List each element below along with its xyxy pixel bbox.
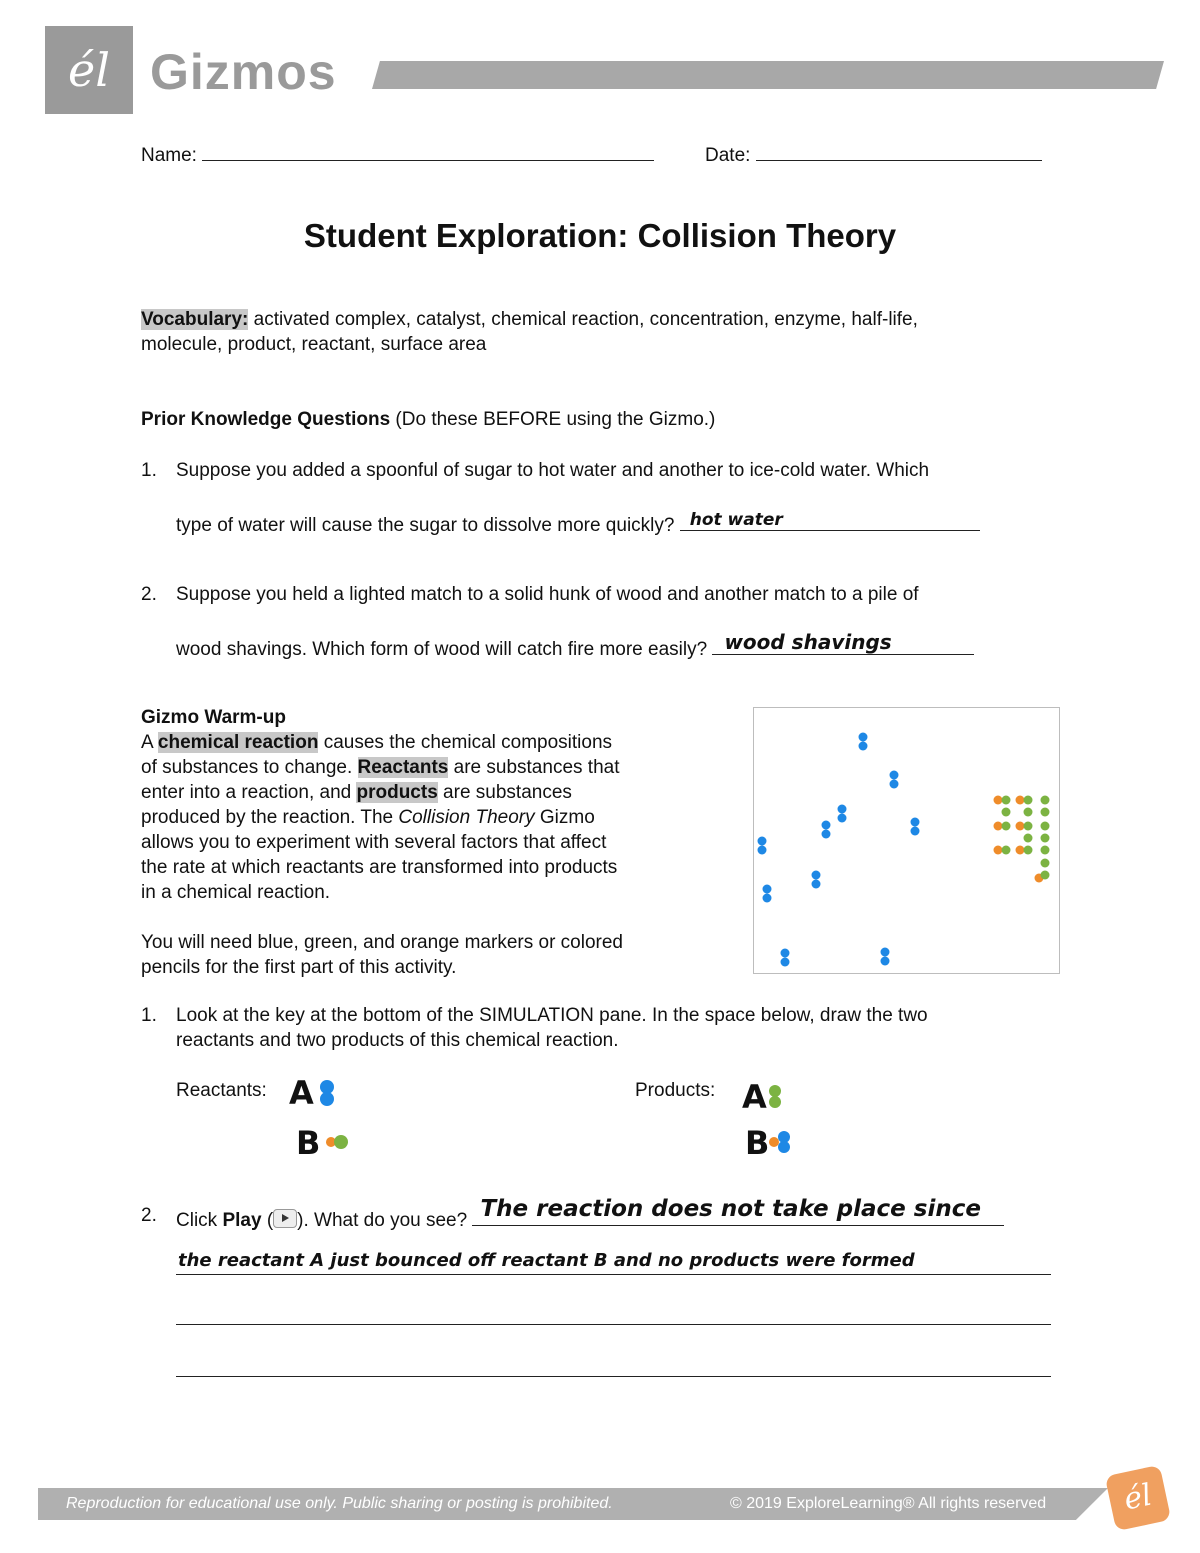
- gizmo-name: Collision Theory: [398, 807, 535, 828]
- prior-q1-answer-field[interactable]: [680, 508, 980, 531]
- warmup-text: Gizmo: [534, 807, 595, 828]
- reactant-b-letter: B: [296, 1124, 321, 1162]
- explorelearning-logo-icon: él: [68, 43, 110, 97]
- product-b-drawing: [767, 1128, 795, 1156]
- q2-answer-1: The reaction does not take place since: [480, 1196, 981, 1222]
- warmup-text: are substances: [437, 782, 572, 803]
- prior-knowledge-heading: [141, 407, 715, 432]
- q1-num: 1.: [141, 1005, 157, 1026]
- date-row: [705, 143, 1042, 168]
- q2-answer-2: the reactant A just bounced off reactant B and no products were formed: [178, 1250, 915, 1271]
- date-label: Date:: [705, 145, 751, 166]
- q2-text: Click: [176, 1210, 223, 1231]
- vocabulary-text: activated complex, catalyst, chemical reaction, concentration, enzyme, half-life,: [248, 309, 918, 330]
- reactant-a-drawing: [316, 1078, 338, 1108]
- q2-num: 2.: [141, 1205, 157, 1226]
- q2-row: [176, 1196, 1004, 1233]
- footer-notice: Reproduction for educational use only. Public sharing or posting is prohibited.: [66, 1495, 613, 1512]
- prior-q1-answer: hot water: [689, 510, 783, 530]
- prior-heading-note: (Do these BEFORE using the Gizmo.): [390, 409, 716, 430]
- warmup-text: pencils for the first part of this activity.: [141, 957, 457, 978]
- q2-answer-line-2[interactable]: [176, 1252, 1051, 1275]
- prior-q2-num: 2.: [141, 584, 157, 605]
- product-a-letter: A: [742, 1078, 767, 1116]
- prior-q1-line1: Suppose you added a spoonful of sugar to hot water and another to ice-cold water. Which: [176, 460, 930, 481]
- prior-q2-line2-row: [176, 632, 974, 662]
- products-label: Products:: [635, 1080, 716, 1101]
- prior-heading-text: Prior Knowledge Questions: [141, 409, 391, 430]
- warmup-text: You will need blue, green, and orange markers or colored: [141, 932, 623, 953]
- warmup-text: the rate at which reactants are transformed into products: [141, 857, 618, 878]
- name-field[interactable]: [202, 144, 654, 161]
- prior-q1-line2: type of water will cause the sugar to dissolve more quickly?: [176, 515, 675, 536]
- prior-q2-line2: wood shavings. Which form of wood will catch fire more easily?: [176, 639, 708, 660]
- warmup-section: [141, 705, 731, 980]
- q2-answer-line-1[interactable]: [472, 1196, 1004, 1226]
- q2-answer-line-4[interactable]: [176, 1354, 1051, 1377]
- vocabulary-label: Vocabulary:: [141, 309, 249, 330]
- vocabulary: [141, 307, 1061, 357]
- play-label: Play: [222, 1210, 262, 1231]
- warmup-text: produced by the reaction. The: [141, 807, 399, 828]
- header-bar: [372, 61, 1164, 89]
- term-reactants: Reactants: [357, 757, 449, 778]
- prior-q1-num: 1.: [141, 460, 157, 481]
- prior-q2-answer: wood shavings: [724, 630, 892, 654]
- prior-q2-line1: Suppose you held a lighted match to a solid hunk of wood and another match to a pile of: [176, 584, 919, 605]
- warmup-text: of substances to change.: [141, 757, 358, 778]
- warmup-text: in a chemical reaction.: [141, 882, 331, 903]
- product-b-letter: B: [745, 1124, 770, 1162]
- play-icon: [273, 1209, 297, 1228]
- warmup-text: allows you to experiment with several factors that affect: [141, 832, 607, 853]
- product-a-drawing: [765, 1082, 785, 1112]
- warmup-heading: Gizmo Warm-up: [141, 707, 286, 728]
- warmup-text: A: [141, 732, 158, 753]
- reactant-a-molecules: [758, 733, 920, 967]
- explorelearning-footer-logo-icon: él: [1105, 1465, 1171, 1531]
- name-row: [141, 143, 654, 168]
- prior-q2-answer-field[interactable]: [712, 632, 974, 655]
- q2-text: (: [261, 1210, 274, 1231]
- reactant-b-drawing: [323, 1130, 351, 1154]
- term-chemical-reaction: chemical reaction: [157, 732, 319, 753]
- q2-answer-line-3[interactable]: [176, 1302, 1051, 1325]
- vocabulary-text-2: molecule, product, reactant, surface area: [141, 334, 487, 355]
- brand-name: Gizmos: [150, 44, 337, 100]
- term-products: products: [356, 782, 438, 803]
- name-label: Name:: [141, 145, 197, 166]
- page-title: Student Exploration: Collision Theory: [303, 217, 897, 254]
- simulation-pane-image: [753, 707, 1060, 974]
- simulation-molecules: [754, 708, 1059, 973]
- date-field[interactable]: [756, 144, 1042, 161]
- footer-copyright: © 2019 ExploreLearning® All rights reserved: [730, 1495, 1047, 1512]
- reactants-label: Reactants:: [176, 1080, 267, 1101]
- q2-text: ). What do you see?: [297, 1210, 468, 1231]
- warmup-text: causes the chemical compositions: [318, 732, 613, 753]
- reactant-a-letter: A: [289, 1074, 314, 1112]
- q1-line2: reactants and two products of this chemical reaction.: [176, 1030, 619, 1051]
- prior-q1-line2-row: [176, 508, 980, 538]
- warmup-text: enter into a reaction, and: [141, 782, 357, 803]
- reactant-b-cluster: [994, 796, 1050, 883]
- warmup-text: are substances that: [448, 757, 620, 778]
- q1-line1: Look at the key at the bottom of the SIMULATION pane. In the space below, draw the two: [176, 1005, 928, 1026]
